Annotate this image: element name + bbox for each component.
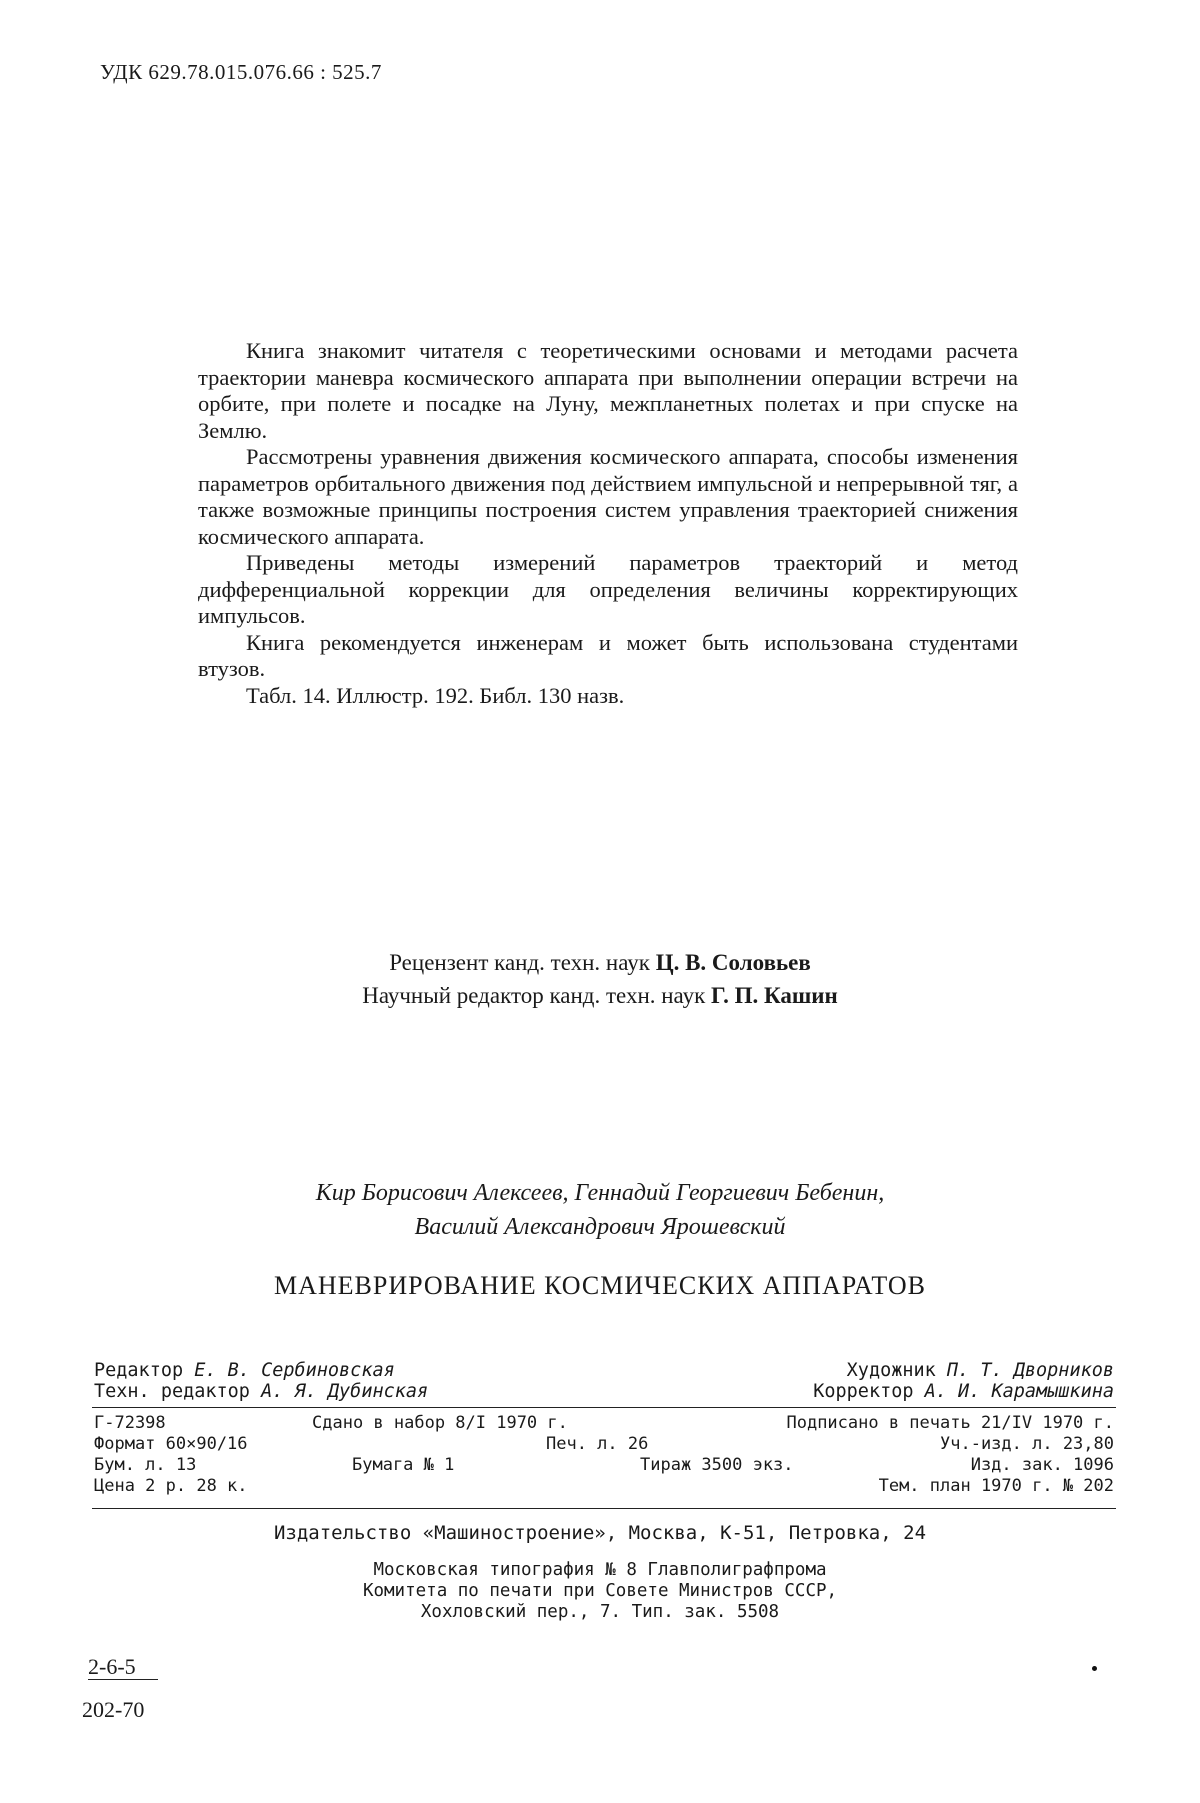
imprint-print-sheets: Печ. л. 26 [546,1434,649,1454]
publisher-address: Издательство «Машиностроение», Москва, К-51, Петровка, 24 [273,1522,927,1544]
staff-row [94,1360,1114,1381]
imprint-format: Формат 60×90/16 [94,1434,248,1454]
imprint-row [94,1413,1114,1434]
imprint-paper-sheets: Бум. л. 13 [94,1455,197,1475]
abstract-paragraph: Рассмотрены уравнения движения космического аппарата, способы изменения параметров орбитального движения под действием импульсной и непрерывной тяг, а также возможные принципы построения систем управления траекторией снижения космического аппарата. [198,444,1018,549]
printer-line: Хохловский пер., 7. Тип. зак. 5508 [420,1602,780,1622]
abstract-paragraph: Книга знакомит читателя с теоретическими основами и методами расчета траектории маневра космического аппарата при выполнении операции встречи на орбите, при полете и посадке на Луну, межпланетных полетах и при спуске на Землю. [198,338,1018,443]
corrector-credit [813,1381,1114,1402]
imprint-price: Цена 2 р. 28 к. [94,1476,248,1496]
reviewer-name: Ц. В. Соловьев [655,950,811,975]
editor-name: Е. В. Сербиновская [194,1360,395,1381]
divider [92,1407,1116,1408]
abstract-stats: Табл. 14. Иллюстр. 192. Библ. 130 назв. [246,682,625,708]
corrector-label: Корректор [813,1381,914,1402]
imprint-row [94,1476,1114,1497]
imprint-paper: Бумага № 1 [352,1455,455,1475]
imprint-code: Г-72398 [94,1413,166,1433]
printer-line: Комитета по печати при Совете Министров СССР, [362,1581,838,1601]
scientific-editor-name: Г. П. Кашин [711,983,838,1008]
footer-code-bottom: 202-70 [82,1697,145,1722]
imprint-row [94,1455,1114,1476]
editor-label: Редактор [94,1360,184,1381]
reviewers-block [0,946,1200,1012]
abstract [198,338,1018,709]
authors-line: Кир Борисович Алексеев, Геннадий Георгиевич Бебенин, [315,1180,885,1206]
divider [92,1508,1116,1509]
printer-line: Московская типография № 8 Главполиграфпрома [373,1560,827,1580]
reviewer-role: Рецензент канд. техн. наук [389,950,650,975]
authors-line: Василий Александрович Ярошевский [414,1214,786,1240]
artist-name: П. Т. Дворников [946,1360,1114,1381]
corrector-name: А. И. Карамышкина [924,1381,1114,1402]
authors-block [0,1176,1200,1244]
tech-editor-credit [94,1381,428,1402]
imprint-signed-date: Подписано в печать 21/IV 1970 г. [786,1413,1114,1433]
imprint-plan: Тем. план 1970 г. № 202 [878,1476,1114,1496]
printer-block [0,1560,1200,1623]
imprint-block [94,1413,1114,1497]
imprint-print-run: Тираж 3500 экз. [640,1455,794,1475]
reviewer-line [0,946,1200,979]
imprint-row [94,1434,1114,1455]
scientific-editor-line [0,979,1200,1012]
tech-editor-name: А. Я. Дубинская [261,1381,429,1402]
scientific-editor-role: Научный редактор канд. техн. наук [362,983,706,1008]
tech-editor-label: Техн. редактор [94,1381,250,1402]
footer-code-top: 2-6-5 [88,1654,136,1679]
book-title: МАНЕВРИРОВАНИЕ КОСМИЧЕСКИХ АППАРАТОВ [273,1271,927,1300]
abstract-paragraph: Книга рекомендуется инженерам и может быть использована студентами втузов. [198,629,1018,681]
udc-classification: УДК 629.78.015.076.66 : 525.7 [100,60,382,84]
abstract-paragraph: Приведены методы измерений параметров траекторий и метод дифференциальной коррекции для определения величины корректирующих импульсов. [198,550,1018,628]
footer-code-rule [88,1679,158,1680]
artist-label: Художник [846,1360,936,1381]
print-mark-dot [1092,1666,1097,1671]
imprint-publisher-order: Изд. зак. 1096 [970,1455,1114,1475]
artist-credit [847,1360,1114,1381]
staff-block [94,1360,1114,1402]
staff-row [94,1381,1114,1402]
imprint-typeset-date: Сдано в набор 8/I 1970 г. [312,1413,568,1433]
imprint-edit-sheets: Уч.-изд. л. 23,80 [940,1434,1114,1454]
editor-credit [94,1360,395,1381]
